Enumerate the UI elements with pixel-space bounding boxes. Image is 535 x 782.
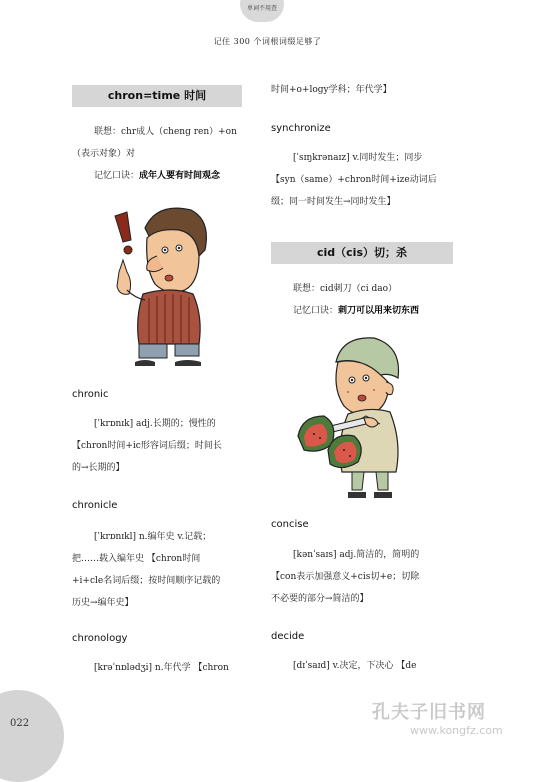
section-band-cid: cid（cis）切；杀	[271, 242, 453, 264]
synchronize-etymology: 【syn（same）+chron时间+ize动词后	[271, 175, 437, 185]
section-band-chron: chron=time 时间	[72, 85, 242, 107]
chron-mnemonic	[94, 166, 220, 186]
cid-mnemonic	[293, 301, 419, 321]
header-tab	[240, 0, 284, 22]
cid-mnemonic-label: 记忆口诀：	[293, 306, 339, 316]
chronicle-etymology-end: 历史→编年史】	[72, 598, 134, 608]
chronic-definition: [ˈkrɒnɪk] adj.长期的；慢性的	[94, 419, 216, 429]
illustration-surprised-man	[105, 198, 215, 370]
illustration-boy-cutting-watermelon	[292, 332, 412, 500]
page-number-badge	[0, 690, 64, 782]
entry-chronicle: chronicle	[72, 500, 118, 511]
synchronize-definition: [ˈsɪŋkrənaɪz] v.同时发生；同步	[293, 153, 423, 163]
chron-association: 联想：chr成人（cheng ren）+on	[94, 127, 237, 137]
concise-etymology: 【con表示加强意义+cis切+e；切除	[271, 572, 420, 582]
entry-chronic: chronic	[72, 389, 109, 400]
entry-decide: decide	[271, 631, 305, 642]
cid-association: 联想：cid刺刀（ci dao）	[293, 284, 398, 294]
entry-concise: concise	[271, 519, 309, 530]
chronic-etymology: 【chron时间+ic形容词后缀；时间长	[72, 441, 222, 451]
entry-synchronize: synchronize	[271, 123, 331, 134]
running-title: 记住 300 个词根词缀足够了	[213, 37, 322, 46]
cid-mnemonic-text: 刺刀可以用来切东西	[338, 306, 420, 316]
chron-association-cont: （表示对象）对	[72, 149, 136, 159]
watermark-logo-text: 孔夫子旧书网	[372, 702, 486, 723]
chronicle-etymology-cont: +i+cle名词后缀；按时间顺序记载的	[72, 576, 221, 586]
chron-mnemonic-text: 成年人要有时间观念	[139, 171, 221, 181]
watermark-url: www.kongfz.com	[410, 724, 503, 737]
synchronize-etymology-cont: 缀；同一时间发生→同时发生】	[271, 197, 396, 207]
chronicle-etymology: 把……载入编年史 【chron时间	[72, 554, 201, 564]
chronic-etymology-cont: 的→长期的】	[72, 463, 125, 473]
decide-definition: [dɪˈsaɪd] v.决定，下决心 【de	[293, 661, 417, 671]
chron-mnemonic-label: 记忆口诀：	[94, 171, 140, 181]
page-number: 022	[10, 718, 30, 729]
chronology-definition: [krəˈnɒlədʒi] n.年代学 【chron	[94, 663, 229, 673]
header-tab-label: 单词不用查	[246, 5, 277, 12]
concise-etymology-cont: 不必要的部分→简洁的】	[271, 594, 369, 604]
entry-chronology: chronology	[72, 633, 128, 644]
concise-definition: [kənˈsaɪs] adj.简洁的，简明的	[293, 550, 420, 560]
chronicle-definition: [ˈkrɒnɪkl] n.编年史 v.记载；	[94, 532, 212, 542]
chronology-etymology-cont: 时间+o+logy学科；年代学】	[271, 85, 392, 95]
